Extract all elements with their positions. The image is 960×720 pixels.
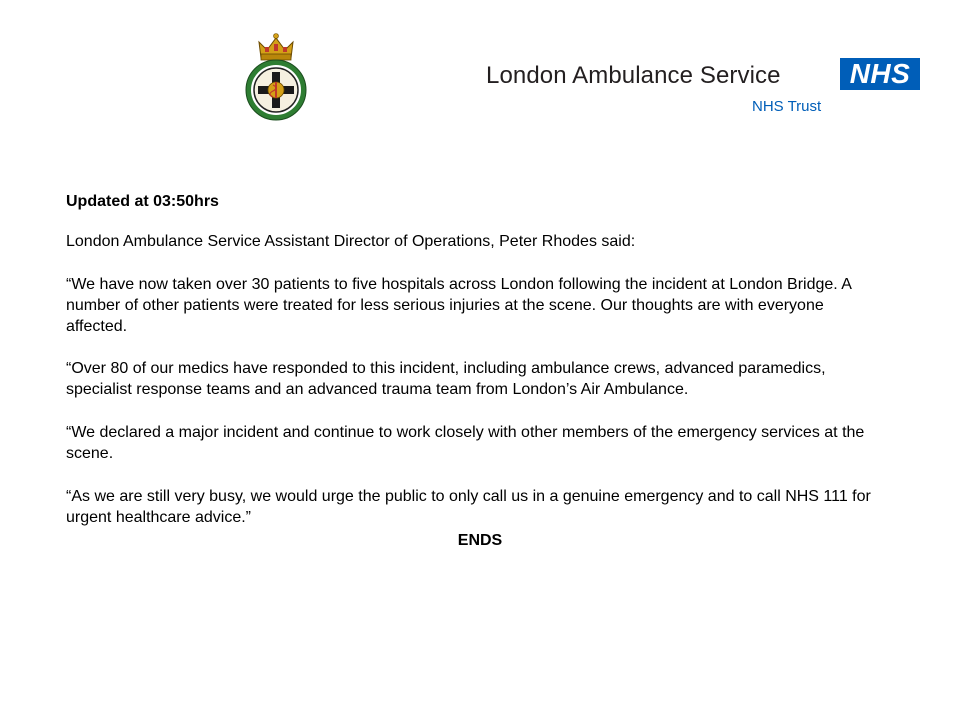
statement-paragraph: “As we are still very busy, we would urge the public to only call us in a genuine emergency and to call NHS 111 for urgent healthcare advice.” xyxy=(66,488,871,526)
brand-header xyxy=(486,58,926,118)
trust-label: NHS Trust xyxy=(752,98,822,115)
organisation-name: London Ambulance Service xyxy=(486,62,781,89)
updated-time: Updated at 03:50hrs xyxy=(66,193,219,210)
statement-intro: London Ambulance Service Assistant Director of Operations, Peter Rhodes said: xyxy=(66,233,636,250)
press-statement xyxy=(66,191,886,551)
nhs-logo: NHS xyxy=(840,58,920,90)
crown-icon xyxy=(259,34,293,61)
ambulance-crest-logo xyxy=(243,30,309,122)
statement-paragraph: “We declared a major incident and continue to work closely with other members of the emergency services at the scene. xyxy=(66,424,865,462)
statement-paragraph: “Over 80 of our medics have responded to this incident, including ambulance crews, advanced paramedics, specialist response teams and an advanced trauma team from London’s Air Ambulance. xyxy=(66,360,826,398)
statement-paragraph: “We have now taken over 30 patients to five hospitals across London following the incident at London Bridge. A number of other patients were treated for less serious injuries at the scene. Our thoughts are with everyone affected. xyxy=(66,276,852,335)
star-of-life-icon xyxy=(254,68,298,112)
ends-marker: ENDS xyxy=(457,532,503,549)
